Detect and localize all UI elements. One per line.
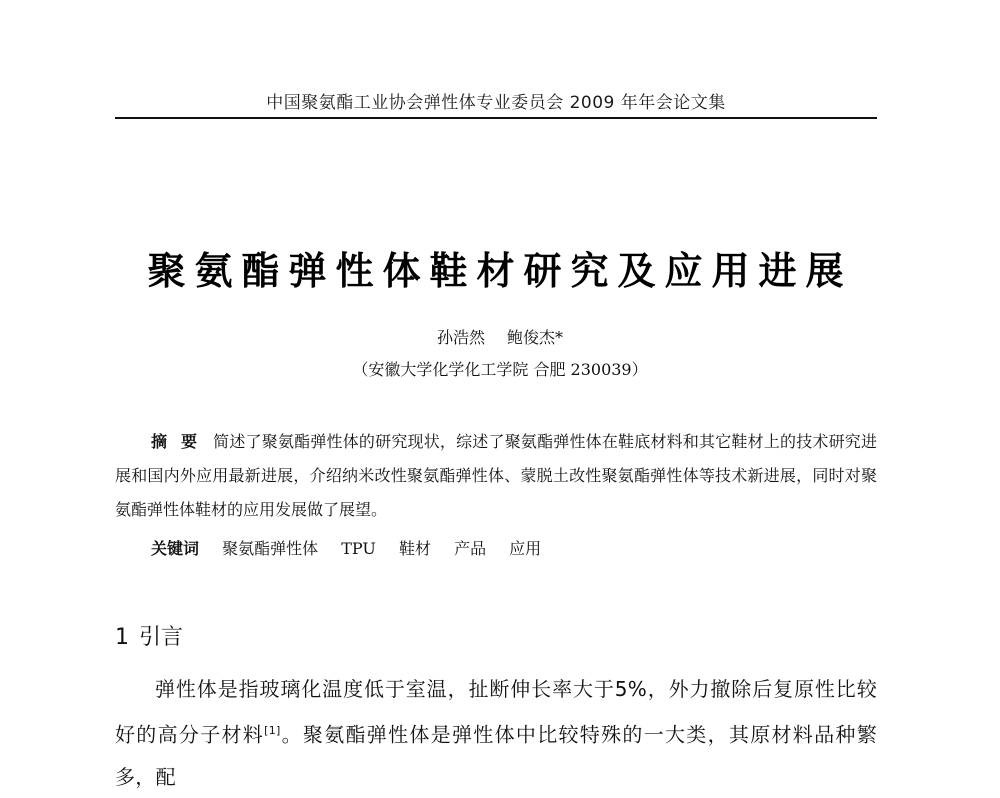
running-header: 中国聚氨酯工业协会弹性体专业委员会 2009 年年会论文集 — [266, 93, 726, 113]
section-number: 1 — [115, 625, 129, 650]
abstract-text: 简述了聚氨酯弹性体的研究现状，综述了聚氨酯弹性体在鞋底材料和其它鞋材上的技术研究进展和国内外应用最新进展，介绍纳米改性聚氨酯弹性体、蒙脱土改性聚氨酯弹性体等技术新进展，同时对聚氨酯弹性体鞋材的应用发展做了展望。 — [115, 432, 877, 519]
section-title: 引言 — [139, 625, 184, 650]
keywords-label: 关键词 — [151, 539, 200, 558]
abstract — [115, 425, 877, 527]
keyword: TPU — [341, 539, 376, 558]
keyword: 聚氨酯弹性体 — [222, 539, 319, 558]
paper-title: 聚氨酯弹性体鞋材研究及应用进展 — [147, 248, 853, 293]
keyword: 鞋材 — [398, 539, 431, 558]
paragraph-text: 。聚氨酯弹性体是弹性体中比较特殊的一大类，其原材料品种繁多，配 — [115, 722, 877, 789]
keyword: 产品 — [454, 539, 487, 558]
header-rule — [115, 117, 877, 119]
section-heading — [115, 620, 183, 651]
body-paragraph — [115, 668, 877, 798]
keyword: 应用 — [509, 539, 542, 558]
author-name: 鲍俊杰* — [507, 328, 564, 347]
abstract-label: 摘 要 — [151, 432, 202, 451]
citation-ref: [1] — [264, 724, 281, 737]
paragraph-text: 弹性体是指玻璃化温度低于室温，扯断伸长率大于5%，外力撤除后复原性比较好的高分子材料 — [115, 677, 877, 747]
keywords — [151, 536, 877, 559]
author-list — [0, 325, 1000, 348]
author-name: 孙浩然 — [436, 328, 485, 347]
affiliation: （安徽大学化学化工学院 合肥 230039） — [352, 360, 648, 379]
